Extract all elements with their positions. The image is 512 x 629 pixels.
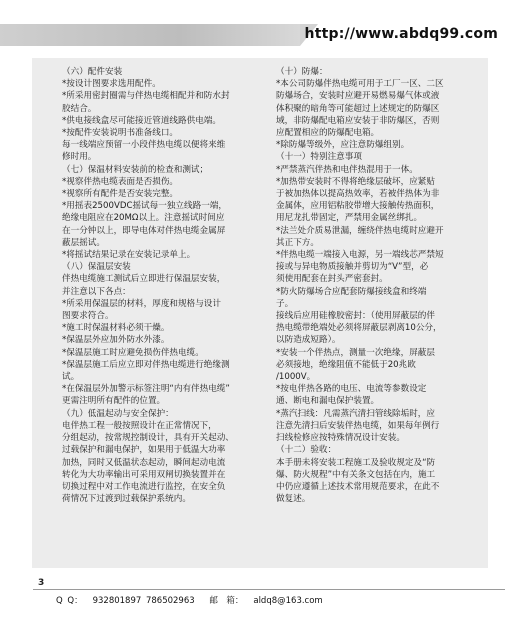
right-column-line: 热电缆带绝端处必须将屏蔽层剥离10公分， <box>276 323 442 334</box>
right-column-line: 以防造成短路）。 <box>276 335 341 346</box>
right-column-line: *蒸汽扫线：凡需蒸汽清扫管线除垢时，应 <box>276 408 435 419</box>
header-bar <box>0 24 512 46</box>
left-column-line: *视察所有配件是否安装完整。 <box>62 189 179 200</box>
left-column-line: *施工时保温材料必须干燥。 <box>62 323 170 334</box>
left-column-line: *按配件安装说明书准备线口。 <box>62 128 179 139</box>
right-column-line: 域，非防爆配电箱应安装于非防爆区，否则 <box>276 115 440 126</box>
right-column-line: *本公司防爆伴热电缆可用于工厂一区、二区 <box>276 79 444 90</box>
right-column-line: 注意先清扫后安装伴热电缆，如果每年例行 <box>276 420 440 431</box>
left-column-line: 图要求符合。 <box>62 311 114 322</box>
left-column-line: （八）保温层安装 <box>62 262 131 273</box>
qq-numbers: 932801897 786502963 <box>92 596 195 606</box>
right-column-line: *按电伴热各路的电压、电流等参数设定 <box>276 384 427 395</box>
page-number: 3 <box>38 578 45 588</box>
left-column-line: 荷情况下过渡到过载保护系统内。 <box>62 494 191 505</box>
right-column <box>276 66 481 505</box>
left-column-line: 蔽层摇试。 <box>62 237 105 248</box>
left-column-line: 每一线端应预留一小段伴热电缆以便将来维 <box>62 140 226 151</box>
left-column-line: 分组起动，按常规控制设计，具有开关起动、 <box>62 433 234 444</box>
left-column-line: （六）配件安装 <box>62 67 123 77</box>
right-column-line: 接线后应用硅橡胶密封：（使用屏蔽层的伴 <box>276 311 435 322</box>
right-column-line: 接或与异电物质接触并剪切为“V”型，必 <box>276 262 429 273</box>
left-column-line: *将摇试结果记录在安装记录单上。 <box>62 250 196 261</box>
contact-info <box>56 594 333 606</box>
right-column-line: （十）防爆： <box>276 67 328 77</box>
right-column-line: 做复述。 <box>276 494 311 505</box>
right-column-line: *严禁蒸汽伴热和电伴热混用于一体。 <box>276 164 418 175</box>
right-column-line: *加热带安装时不得将绝缘层破坏，应紧贴 <box>276 176 435 187</box>
left-column-line: 并注意以下各点： <box>62 286 131 297</box>
footer <box>0 578 512 618</box>
right-column-line: 通、断电和漏电保护装置。 <box>276 396 380 407</box>
right-column-line: *除防爆等级外，应注意防爆组别。 <box>276 140 410 151</box>
right-column-line: （十二）验收： <box>276 445 337 456</box>
right-column-line: 金属体，应用铝粘胶带增大接触传热面积， <box>276 201 440 212</box>
right-column-line: *安装一个伴热点，测量一次绝缘，屏蔽层 <box>276 347 435 358</box>
left-column-line: *用摇表2500VDC摇试每一独立线路一端， <box>62 201 227 212</box>
right-column-line: 须使用配套在封头严密套封。 <box>276 274 388 285</box>
left-column-line: *视察伴热电缆表面是否损伤。 <box>62 176 179 187</box>
left-column-line: *按设计图要求选用配件。 <box>62 79 161 90</box>
left-column-line: *供电接线盒尽可能接近管道线路供电端。 <box>62 115 221 126</box>
header-url[interactable]: http://www.abdq99.com <box>304 26 498 42</box>
left-column-line: 切换过程中对工作电流进行监控，在安全负 <box>62 481 226 492</box>
right-column-line: 扫线检修应按特殊情况设计安装。 <box>276 433 405 444</box>
left-column-line: *所采用密封圈需与伴热电缆相配并和防水封 <box>62 91 230 102</box>
right-column-line: 于被加热体以提高热效率，若被伴热体为非 <box>276 189 440 200</box>
left-column-line: 胶结合。 <box>62 103 97 114</box>
right-column-line: 防爆场合，安装时应避开易燃易爆气体或液 <box>276 91 440 102</box>
left-column <box>62 66 267 505</box>
left-column-line: 试。 <box>62 372 80 383</box>
qq-label: Q Q： <box>56 596 83 606</box>
right-column-line: 中仍应遵循上述技术常用规范要求，在此不 <box>276 481 440 492</box>
left-column-line: 加热，同时又低温状态起动，瞬间起动电流 <box>62 457 226 468</box>
email-address[interactable]: aldq8@163.com <box>253 596 323 606</box>
right-column-line: （十一）特别注意事项 <box>276 152 362 163</box>
right-column-line: 子。 <box>276 298 294 309</box>
right-column-line: *伴热电缆一端接入电源，另一端线芯严禁短 <box>276 250 444 261</box>
left-column-line: 过载保护和漏电保护，如果用于低温大功率 <box>62 445 226 456</box>
left-column-line: *保温层施工时应避免损伤伴热电缆。 <box>62 347 204 358</box>
right-column-line: 用尼龙扎带固定，严禁用金属丝绑扎。 <box>276 213 423 224</box>
email-label: 邮 箱： <box>209 596 244 606</box>
right-column-line: 体积聚的暗角等可能超过上述规定的防爆区 <box>276 103 440 114</box>
left-column-line: 转化为大功率输出可采用双闸切换装置并在 <box>62 469 226 480</box>
left-column-line: 绝缘电阻应在20MΩ以上。注意摇试时间应 <box>62 213 225 224</box>
left-column-line: 伴热电缆施工测试后立即进行保温层安装， <box>62 274 226 285</box>
left-column-line: *保温层外应加外防水外漆。 <box>62 335 170 346</box>
left-column-line: 在一分钟以上，即导电体对伴热电缆金属屏 <box>62 225 226 236</box>
left-column-line: *所采用保温层的材料，厚度和规格与设计 <box>62 298 221 309</box>
right-column-line: 爆、防火规程”中有关条文包括在内，施工 <box>276 469 436 480</box>
left-column-line: 修时用。 <box>62 152 97 163</box>
right-column-line: *法兰处介质易泄漏，缠绕伴热电缆时应避开 <box>276 225 444 236</box>
right-column-line: *防火防爆场合应配套防爆接线盒和终端 <box>276 286 427 297</box>
right-column-line: 必须接地，绝缘阻值不能低于20兆欧 <box>276 359 416 370</box>
left-column-line: *在保温层外加警示标签注明“内有伴热电缆” <box>62 384 230 395</box>
right-column-line: 应配置相应的防爆配电箱。 <box>276 128 380 139</box>
left-column-line: （九）低温起动与安全保护： <box>62 408 174 419</box>
right-column-line: /1000V。 <box>276 372 316 383</box>
left-column-line: （七）保温材料安装前的检查和测试； <box>62 164 209 175</box>
left-column-line: *保温层施工后应立即对伴热电缆进行绝缘测 <box>62 359 230 370</box>
right-column-line: 本手册未将安装工程施工及验收规定及“防 <box>276 457 436 468</box>
right-column-line: 其正下方。 <box>276 237 319 248</box>
left-column-line: 电伴热工程一般按照设计在正常情况下， <box>62 420 217 431</box>
footer-divider <box>33 589 505 590</box>
left-column-line: 更需注明所有配件的位置。 <box>62 396 166 407</box>
header-decoration <box>0 24 300 46</box>
